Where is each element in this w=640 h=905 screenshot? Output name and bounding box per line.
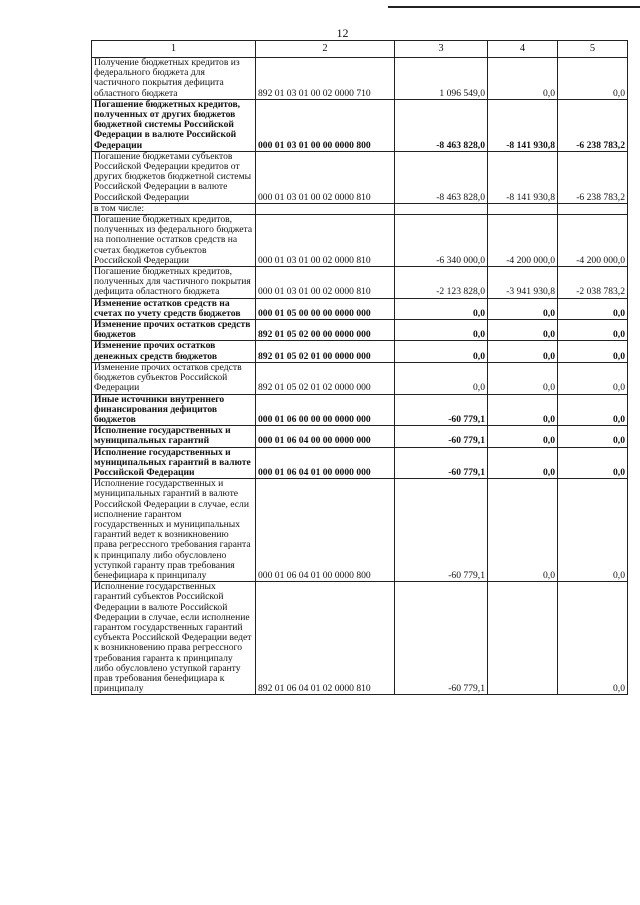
row-code-cell: 000 01 03 01 00 02 0000 810 xyxy=(256,215,395,267)
row-value-col3: -8 463 828,0 xyxy=(395,151,488,203)
row-name-cell: Изменение прочих остатков средств бюджетов xyxy=(92,320,256,341)
row-code-cell: 000 01 06 04 01 00 0000 000 xyxy=(256,447,395,479)
table-row xyxy=(92,99,628,151)
table-header-row xyxy=(92,41,628,58)
table-row xyxy=(92,362,628,394)
row-code-cell: 892 01 05 02 01 02 0000 000 xyxy=(256,362,395,394)
row-name-cell: Исполнение государственных и муниципальных гарантий xyxy=(92,426,256,447)
row-code-cell: 000 01 05 00 00 00 0000 000 xyxy=(256,298,395,319)
row-value-col5: 0,0 xyxy=(558,58,628,100)
row-value-col5: 0,0 xyxy=(558,447,628,479)
row-value-col5: 0,0 xyxy=(558,479,628,582)
row-value-col4: 0,0 xyxy=(488,298,558,319)
row-name-cell: Исполнение государственных и муниципальных гарантий в валюте Российской Федерации xyxy=(92,447,256,479)
row-value-col5: 0,0 xyxy=(558,298,628,319)
row-name-cell: Исполнение государственных и муниципальных гарантий в валюте Российской Федерации в случае, если исполнение гарантом государственных и муниципальных гарантий ведет к возникновению права регрессного требования гаранта к принципалу либо обусловлено уступкой гаранту прав требования бенефициара к принципалу xyxy=(92,479,256,582)
row-value-col5: 0,0 xyxy=(558,582,628,695)
row-value-col3: -60 779,1 xyxy=(395,447,488,479)
row-value-col3: -8 463 828,0 xyxy=(395,99,488,151)
row-value-col4: 0,0 xyxy=(488,58,558,100)
row-name-cell: Погашение бюджетных кредитов, полученных от других бюджетов бюджетной системы Российской Федерации в валюте Российской Федерации xyxy=(92,99,256,151)
row-name-cell: Погашение бюджетами субъектов Российской Федерации кредитов от других бюджетов бюджетной системы Российской Федерации в валюте Российской Федерации xyxy=(92,151,256,203)
row-value-col3: -2 123 828,0 xyxy=(395,267,488,299)
row-code-cell: 892 01 03 01 00 02 0000 710 xyxy=(256,58,395,100)
column-header-5: 5 xyxy=(558,41,628,58)
row-value-col3 xyxy=(395,203,488,214)
row-code-cell xyxy=(256,203,395,214)
row-name-cell: Получение бюджетных кредитов из федерального бюджета для частичного покрытия дефицита областного бюджета xyxy=(92,58,256,100)
row-value-col3: -60 779,1 xyxy=(395,582,488,695)
header-rule xyxy=(388,6,640,8)
row-value-col5: -6 238 783,2 xyxy=(558,99,628,151)
table-row xyxy=(92,203,628,214)
row-value-col3: -60 779,1 xyxy=(395,426,488,447)
row-code-cell: 000 01 03 01 00 00 0000 800 xyxy=(256,99,395,151)
row-value-col3: 0,0 xyxy=(395,298,488,319)
row-value-col4 xyxy=(488,203,558,214)
row-value-col3: 0,0 xyxy=(395,320,488,341)
table-row xyxy=(92,151,628,203)
column-header-1: 1 xyxy=(92,41,256,58)
row-name-cell: Изменение прочих остатков средств бюджетов субъектов Российской Федерации xyxy=(92,362,256,394)
row-value-col5 xyxy=(558,203,628,214)
table-row xyxy=(92,582,628,695)
row-value-col4: 0,0 xyxy=(488,479,558,582)
row-value-col3: 0,0 xyxy=(395,341,488,362)
row-value-col4 xyxy=(488,582,558,695)
row-value-col4: -4 200 000,0 xyxy=(488,215,558,267)
table-row xyxy=(92,320,628,341)
row-value-col5: -2 038 783,2 xyxy=(558,267,628,299)
table-row xyxy=(92,447,628,479)
table-row xyxy=(92,394,628,426)
table-row xyxy=(92,215,628,267)
row-name-cell: в том числе: xyxy=(92,203,256,214)
row-name-cell: Иные источники внутреннего финансирования дефицитов бюджетов xyxy=(92,394,256,426)
row-value-col3: -60 779,1 xyxy=(395,394,488,426)
row-name-cell: Исполнение государственных гарантий субъектов Российской Федерации в валюте Российской Федерации в случае, если исполнение гарантом государственных гарантий субъекта Российской Федерации ведет к возникновению права регрессного требования гаранта к принципалу либо обусловлено уступкой гаранту прав требования бенефициара к принципалу xyxy=(92,582,256,695)
row-value-col5: 0,0 xyxy=(558,362,628,394)
row-code-cell: 892 01 06 04 01 02 0000 810 xyxy=(256,582,395,695)
row-code-cell: 000 01 06 00 00 00 0000 000 xyxy=(256,394,395,426)
row-code-cell: 000 01 03 01 00 02 0000 810 xyxy=(256,151,395,203)
column-header-3: 3 xyxy=(395,41,488,58)
table-row xyxy=(92,298,628,319)
row-value-col4: 0,0 xyxy=(488,426,558,447)
row-value-col4: 0,0 xyxy=(488,394,558,426)
row-code-cell: 892 01 05 02 00 00 0000 000 xyxy=(256,320,395,341)
row-value-col5: 0,0 xyxy=(558,320,628,341)
row-value-col5: 0,0 xyxy=(558,394,628,426)
row-value-col5: -4 200 000,0 xyxy=(558,215,628,267)
row-value-col4: -8 141 930,8 xyxy=(488,99,558,151)
page-number: 12 xyxy=(336,26,349,40)
table-row xyxy=(92,267,628,299)
row-value-col4: -3 941 930,8 xyxy=(488,267,558,299)
row-name-cell: Изменение остатков средств на счетах по учету средств бюджетов xyxy=(92,298,256,319)
row-code-cell: 892 01 05 02 01 00 0000 000 xyxy=(256,341,395,362)
row-value-col5: 0,0 xyxy=(558,341,628,362)
row-value-col4: 0,0 xyxy=(488,447,558,479)
budget-sources-table xyxy=(91,40,628,695)
row-value-col5: 0,0 xyxy=(558,426,628,447)
row-value-col3: 0,0 xyxy=(395,362,488,394)
row-value-col5: -6 238 783,2 xyxy=(558,151,628,203)
row-value-col4: 0,0 xyxy=(488,362,558,394)
table-row xyxy=(92,341,628,362)
column-header-4: 4 xyxy=(488,41,558,58)
row-code-cell: 000 01 06 04 01 00 0000 800 xyxy=(256,479,395,582)
row-value-col4: 0,0 xyxy=(488,341,558,362)
column-header-2: 2 xyxy=(256,41,395,58)
row-value-col3: -6 340 000,0 xyxy=(395,215,488,267)
row-value-col3: 1 096 549,0 xyxy=(395,58,488,100)
row-value-col3: -60 779,1 xyxy=(395,479,488,582)
table-row xyxy=(92,479,628,582)
row-name-cell: Изменение прочих остатков денежных средств бюджетов xyxy=(92,341,256,362)
table-row xyxy=(92,426,628,447)
row-value-col4: -8 141 930,8 xyxy=(488,151,558,203)
row-name-cell: Погашение бюджетных кредитов, полученных из федерального бюджета на пополнение остатков средств на счетах бюджетов субъектов Российской Федерации xyxy=(92,215,256,267)
table-row xyxy=(92,58,628,100)
row-code-cell: 000 01 06 04 00 00 0000 000 xyxy=(256,426,395,447)
row-name-cell: Погашение бюджетных кредитов, полученных для частичного покрытия дефицита областного бюджета xyxy=(92,267,256,299)
row-value-col4: 0,0 xyxy=(488,320,558,341)
row-code-cell: 000 01 03 01 00 02 0000 810 xyxy=(256,267,395,299)
